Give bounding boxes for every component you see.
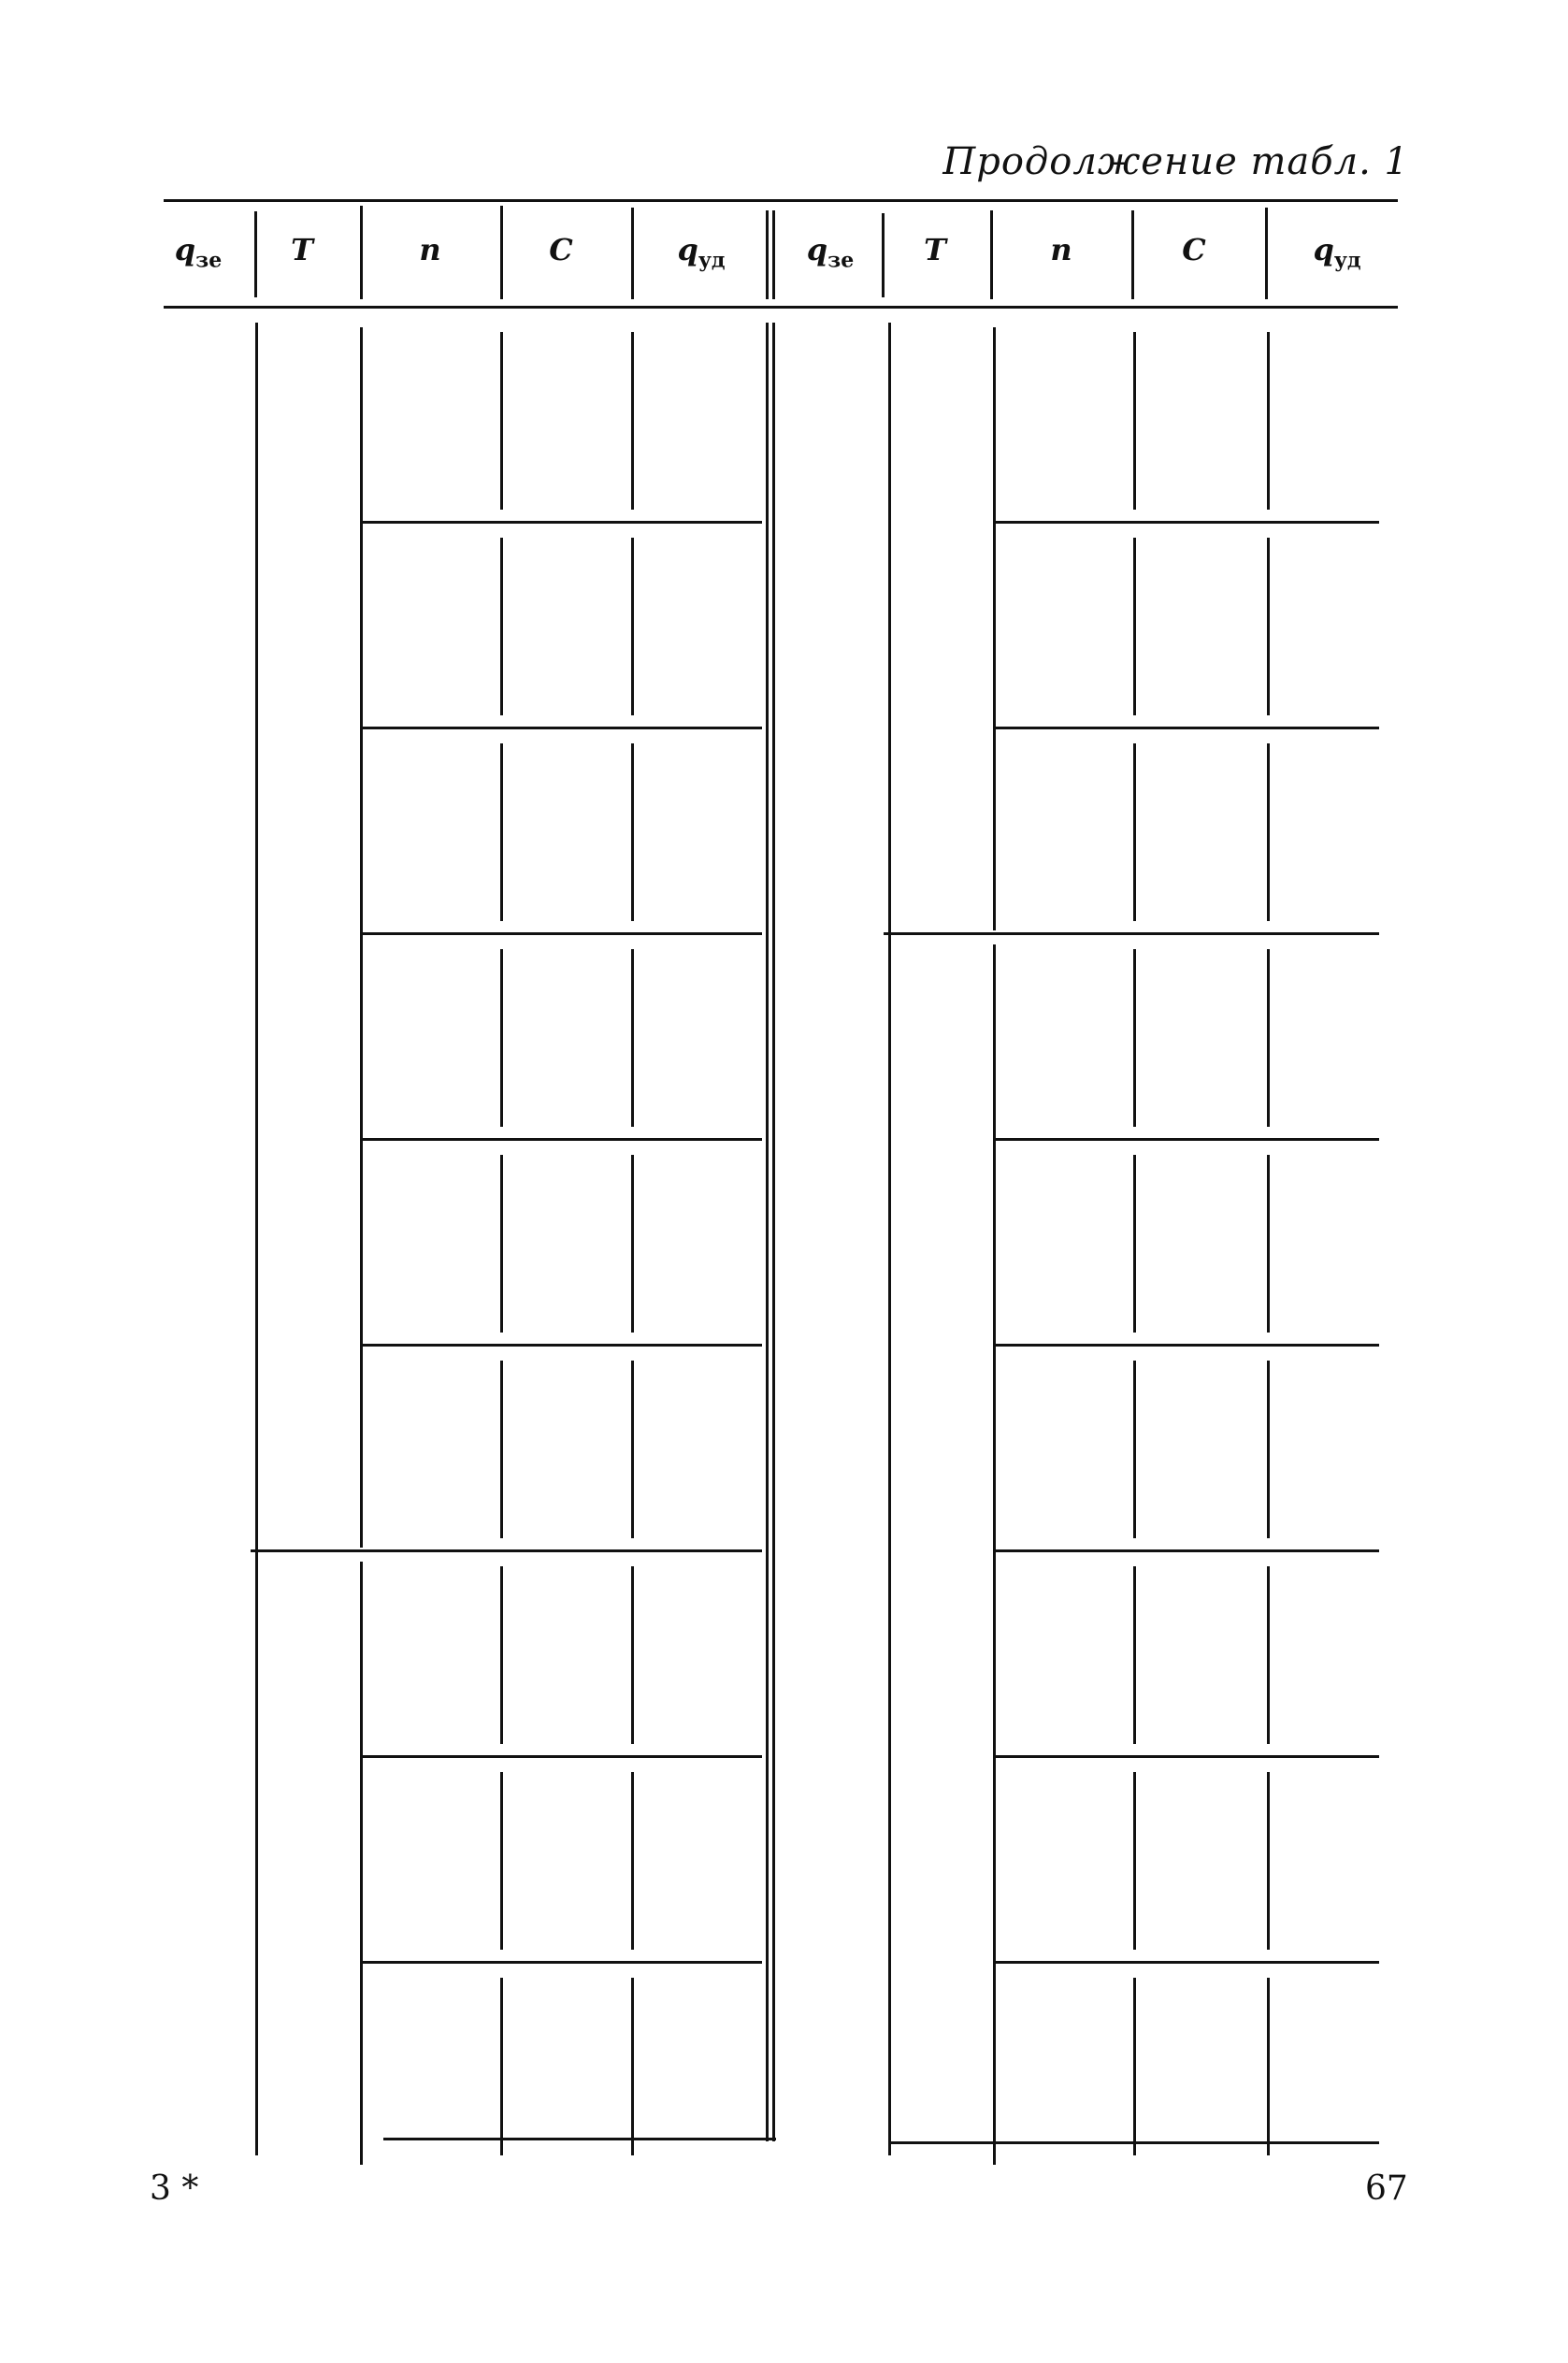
c-divider	[1133, 1361, 1136, 1538]
c-divider	[500, 1978, 503, 2155]
group-divider	[251, 1549, 762, 1552]
t-divider	[888, 323, 891, 2155]
c-divider	[1133, 1978, 1136, 2155]
c-divider	[1133, 743, 1136, 921]
q-divider	[1267, 1155, 1270, 1333]
q-divider	[1267, 1361, 1270, 1538]
row-divider	[993, 1755, 1379, 1758]
c-divider	[500, 949, 503, 1127]
row-divider	[993, 727, 1379, 729]
group-divider	[884, 932, 1379, 935]
c-divider	[500, 538, 503, 715]
n-divider	[993, 944, 996, 2165]
row-divider	[993, 1549, 1379, 1552]
header-q-ze-left: $q_{зе}$	[174, 232, 223, 273]
c-divider	[1133, 332, 1136, 510]
header-t-left: T	[291, 232, 313, 267]
header-divider	[772, 210, 775, 299]
c-divider	[500, 743, 503, 921]
row-divider	[360, 727, 762, 729]
q-divider	[1267, 743, 1270, 921]
header-divider	[360, 206, 363, 299]
q-divider	[1267, 1566, 1270, 1744]
header-c-left: C	[549, 232, 573, 267]
c-divider	[1133, 1772, 1136, 1950]
header-c-right: C	[1182, 232, 1206, 267]
c-divider	[500, 1155, 503, 1333]
header-divider	[882, 213, 885, 297]
row-divider	[360, 1344, 762, 1347]
q-divider	[631, 1772, 634, 1950]
c-divider	[500, 332, 503, 510]
q-divider	[1267, 538, 1270, 715]
page-number: 67	[1365, 2169, 1408, 2208]
header-divider	[990, 210, 993, 299]
header-divider	[254, 211, 257, 297]
table-header-rule	[164, 306, 1398, 309]
n-divider	[993, 327, 996, 930]
table-caption: Продолжение табл. 1	[942, 140, 1409, 183]
q-divider	[1267, 1978, 1270, 2155]
center-double-rule	[772, 323, 775, 2141]
signature-mark: 3 *	[150, 2169, 199, 2208]
q-divider	[631, 1361, 634, 1538]
n-divider	[360, 1562, 363, 2165]
header-q-ud-right: $q_{уд}$	[1313, 232, 1361, 273]
q-divider	[631, 538, 634, 715]
row-divider	[993, 1138, 1379, 1141]
header-t-right: T	[924, 232, 946, 267]
header-n-left: n	[419, 232, 441, 267]
q-divider	[631, 743, 634, 921]
q-divider	[1267, 949, 1270, 1127]
row-divider	[993, 1961, 1379, 1964]
q-divider	[1267, 332, 1270, 510]
q-divider	[631, 1978, 634, 2155]
header-divider	[1131, 210, 1134, 299]
q-divider	[631, 332, 634, 510]
row-divider	[360, 1138, 762, 1141]
c-divider	[500, 1772, 503, 1950]
table-bottom-rule	[888, 2141, 1379, 2144]
header-q-ud-left: $q_{уд}$	[677, 232, 726, 273]
center-double-rule	[766, 323, 769, 2141]
table-top-rule	[164, 199, 1398, 202]
c-divider	[1133, 1155, 1136, 1333]
q-divider	[631, 1155, 634, 1333]
row-divider	[360, 932, 762, 935]
row-divider	[993, 521, 1379, 524]
row-divider	[360, 1755, 762, 1758]
t-divider	[255, 323, 258, 2155]
table-bottom-rule	[383, 2138, 776, 2140]
q-divider	[631, 949, 634, 1127]
c-divider	[500, 1361, 503, 1538]
header-n-right: n	[1050, 232, 1072, 267]
header-q-ze-right: $q_{зе}$	[806, 232, 855, 273]
row-divider	[360, 521, 762, 524]
n-divider	[360, 327, 363, 1548]
c-divider	[500, 1566, 503, 1744]
c-divider	[1133, 538, 1136, 715]
header-divider	[500, 206, 503, 299]
q-divider	[1267, 1772, 1270, 1950]
c-divider	[1133, 1566, 1136, 1744]
header-divider	[766, 210, 769, 299]
q-divider	[631, 1566, 634, 1744]
row-divider	[993, 1344, 1379, 1347]
row-divider	[360, 1961, 762, 1964]
c-divider	[1133, 949, 1136, 1127]
header-divider	[1265, 208, 1268, 299]
header-divider	[631, 208, 634, 299]
